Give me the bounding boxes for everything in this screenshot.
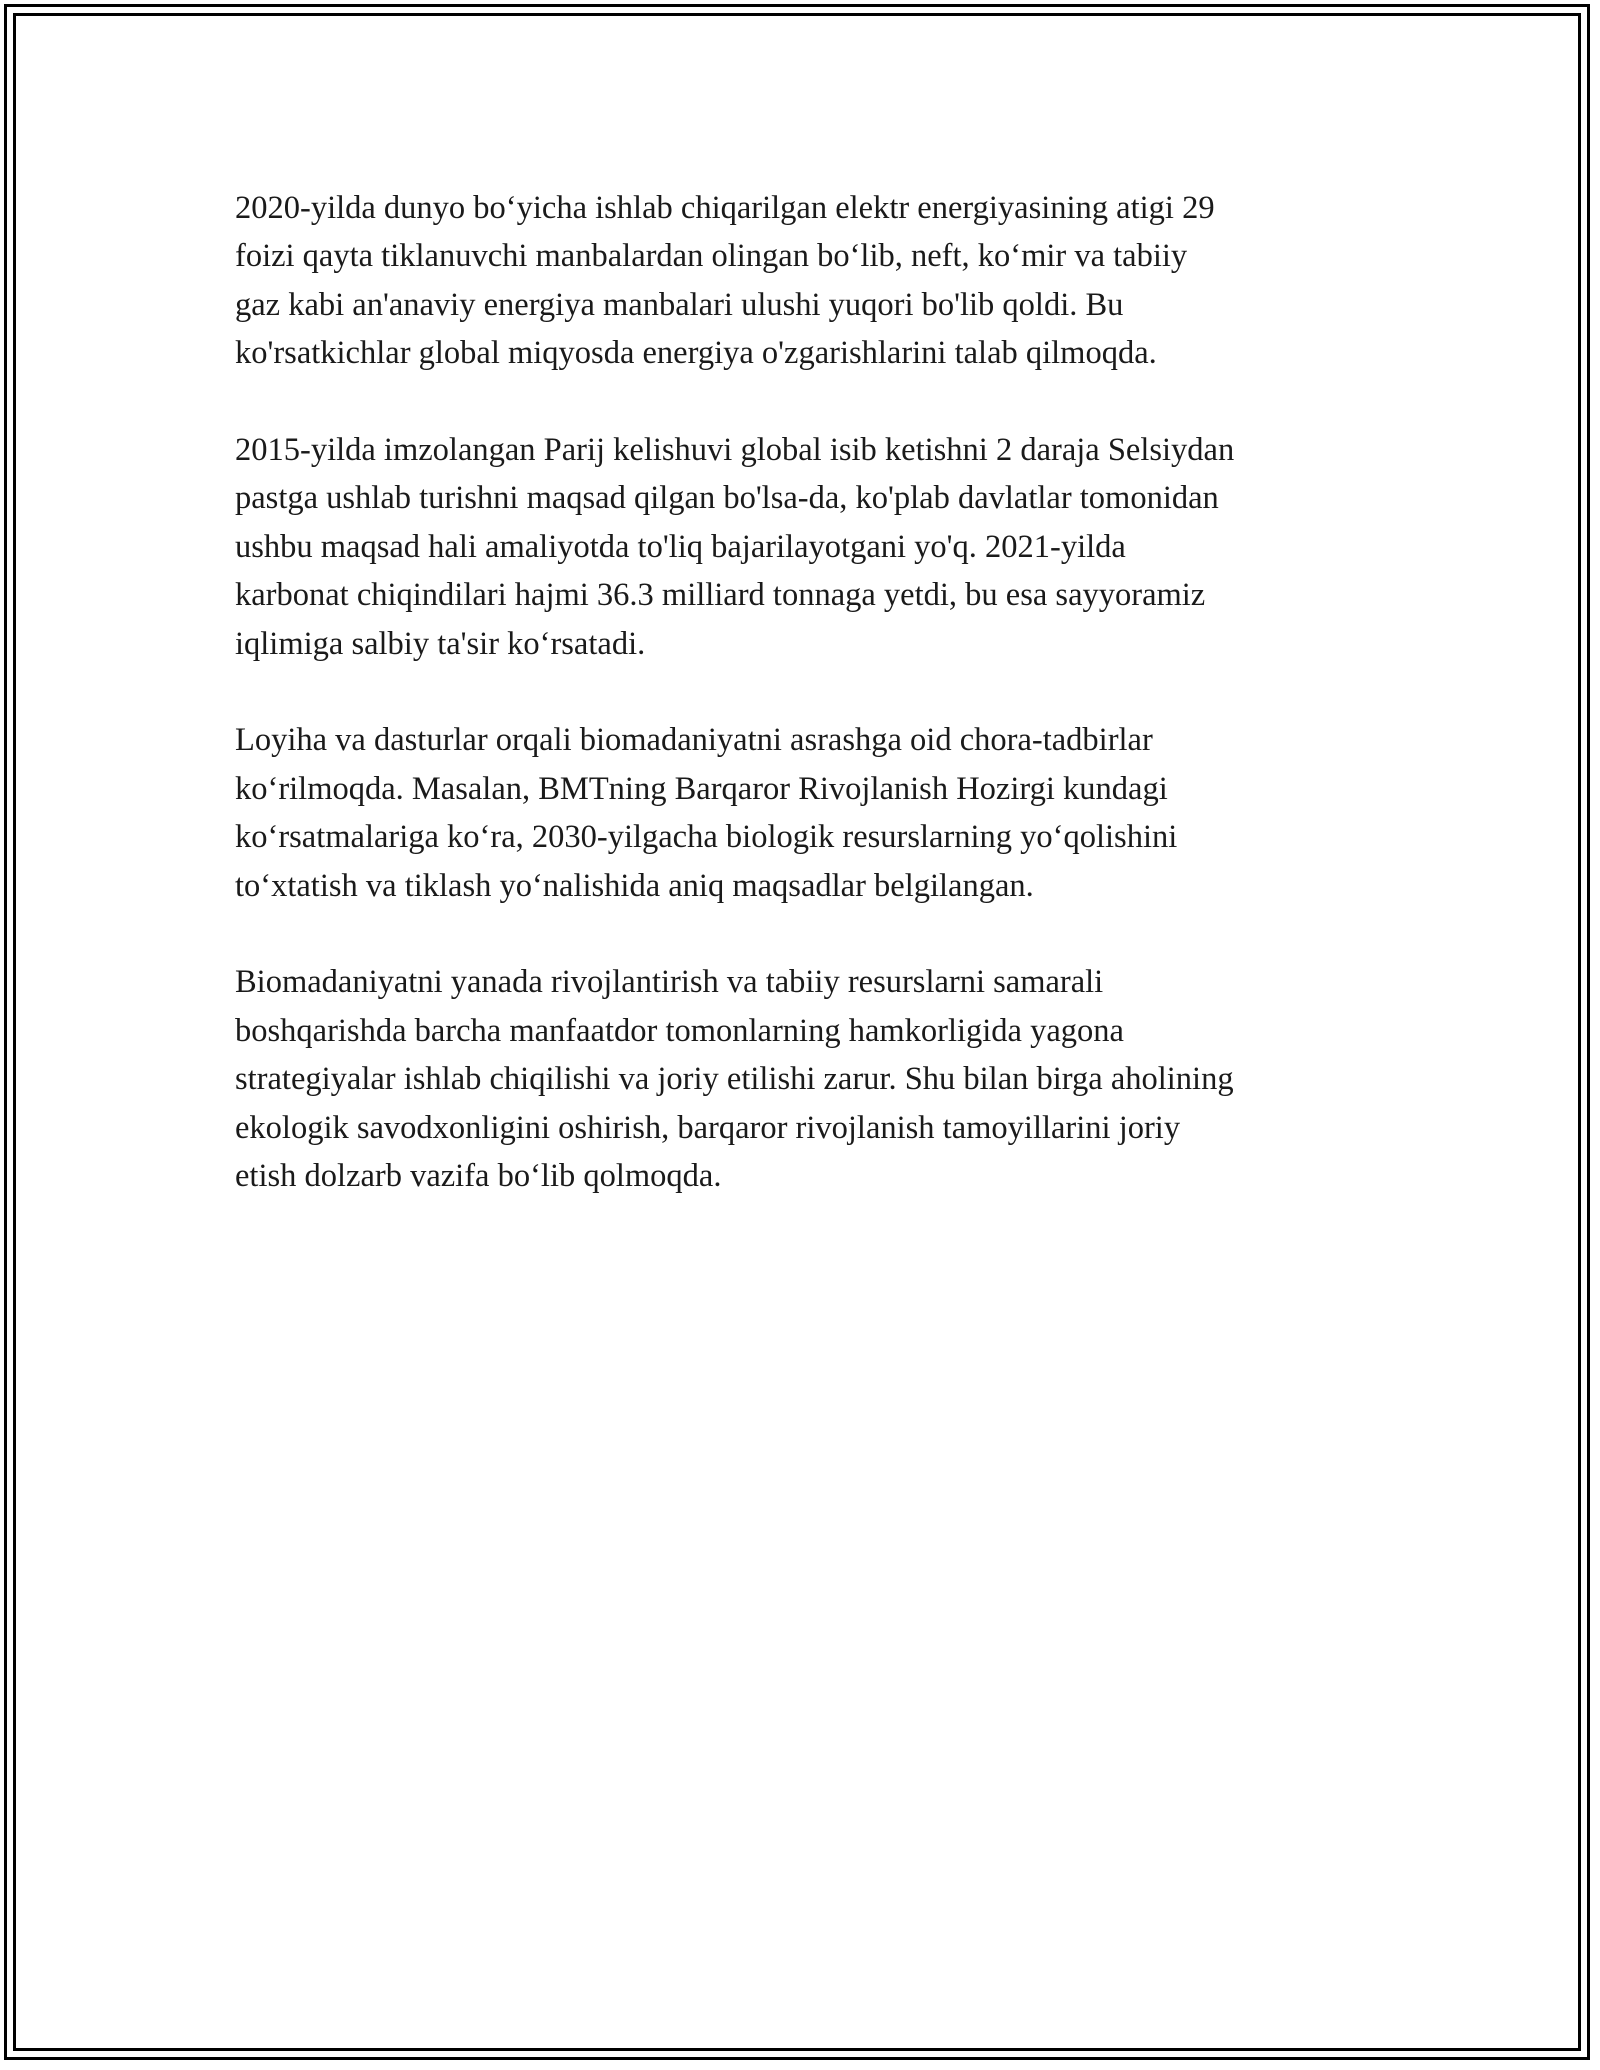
paragraph-line: strategiyalar ishlab chiqilishi va joriy etilishi zarur. Shu bilan birga aholining (235, 1061, 1234, 1098)
paragraph-biodiversity (235, 716, 1385, 910)
paragraph-line: iqlimiga salbiy ta'sir ko‘rsatadi. (235, 625, 646, 662)
paragraph-paris-agreement (235, 426, 1385, 668)
paragraph-line: 2015-yilda imzolangan Parij kelishuvi global isib ketishni 2 daraja Selsiydan (235, 432, 1235, 469)
paragraph-line: boshqarishda barcha manfaatdor tomonlarning hamkorligida yagona (235, 1012, 1124, 1049)
paragraph-line: ko‘rilmoqda. Masalan, BMTning Barqaror Rivojlanish Hozirgi kundagi (235, 770, 1168, 807)
paragraph-energy (235, 184, 1385, 378)
paragraph-line: ushbu maqsad hali amaliyotda to'liq bajarilayotgani yo'q. 2021-yilda (235, 528, 1126, 565)
paragraph-line: etish dolzarb vazifa bo‘lib qolmoqda. (235, 1158, 722, 1195)
paragraph-line: Biomadaniyatni yanada rivojlantirish va tabiiy resurslarni samarali (235, 964, 1104, 1001)
paragraph-line: ko'rsatkichlar global miqyosda energiya o'zgarishlarini talab qilmoqda. (235, 335, 1157, 372)
paragraph-line: foizi qayta tiklanuvchi manbalardan olingan bo‘lib, neft, ko‘mir va tabiiy (235, 238, 1188, 275)
paragraph-line: pastga ushlab turishni maqsad qilgan bo'lsa-da, ko'plab davlatlar tomonidan (235, 480, 1219, 517)
paragraph-line: gaz kabi an'anaviy energiya manbalari ulushi yuqori bo'lib qoldi. Bu (235, 286, 1124, 323)
paragraph-line: 2020-yilda dunyo bo‘yicha ishlab chiqarilgan elektr energiyasining atigi 29 (235, 190, 1215, 226)
document-body (235, 184, 1385, 1249)
paragraph-line: Loyiha va dasturlar orqali biomadaniyatni asrashga oid chora-tadbirlar (235, 722, 1153, 759)
paragraph-line: to‘xtatish va tiklash yo‘nalishida aniq maqsadlar belgilangan. (235, 867, 1034, 904)
paragraph-line: ekologik savodxonligini oshirish, barqaror rivojlanish tamoyillarini joriy (235, 1109, 1181, 1146)
paragraph-strategy (235, 958, 1385, 1200)
paragraph-line: karbonat chiqindilari hajmi 36.3 milliard tonnaga yetdi, bu esa sayyoramiz (235, 577, 1206, 614)
paragraph-line: ko‘rsatmalariga ko‘ra, 2030-yilgacha biologik resurslarning yo‘qolishini (235, 819, 1178, 856)
